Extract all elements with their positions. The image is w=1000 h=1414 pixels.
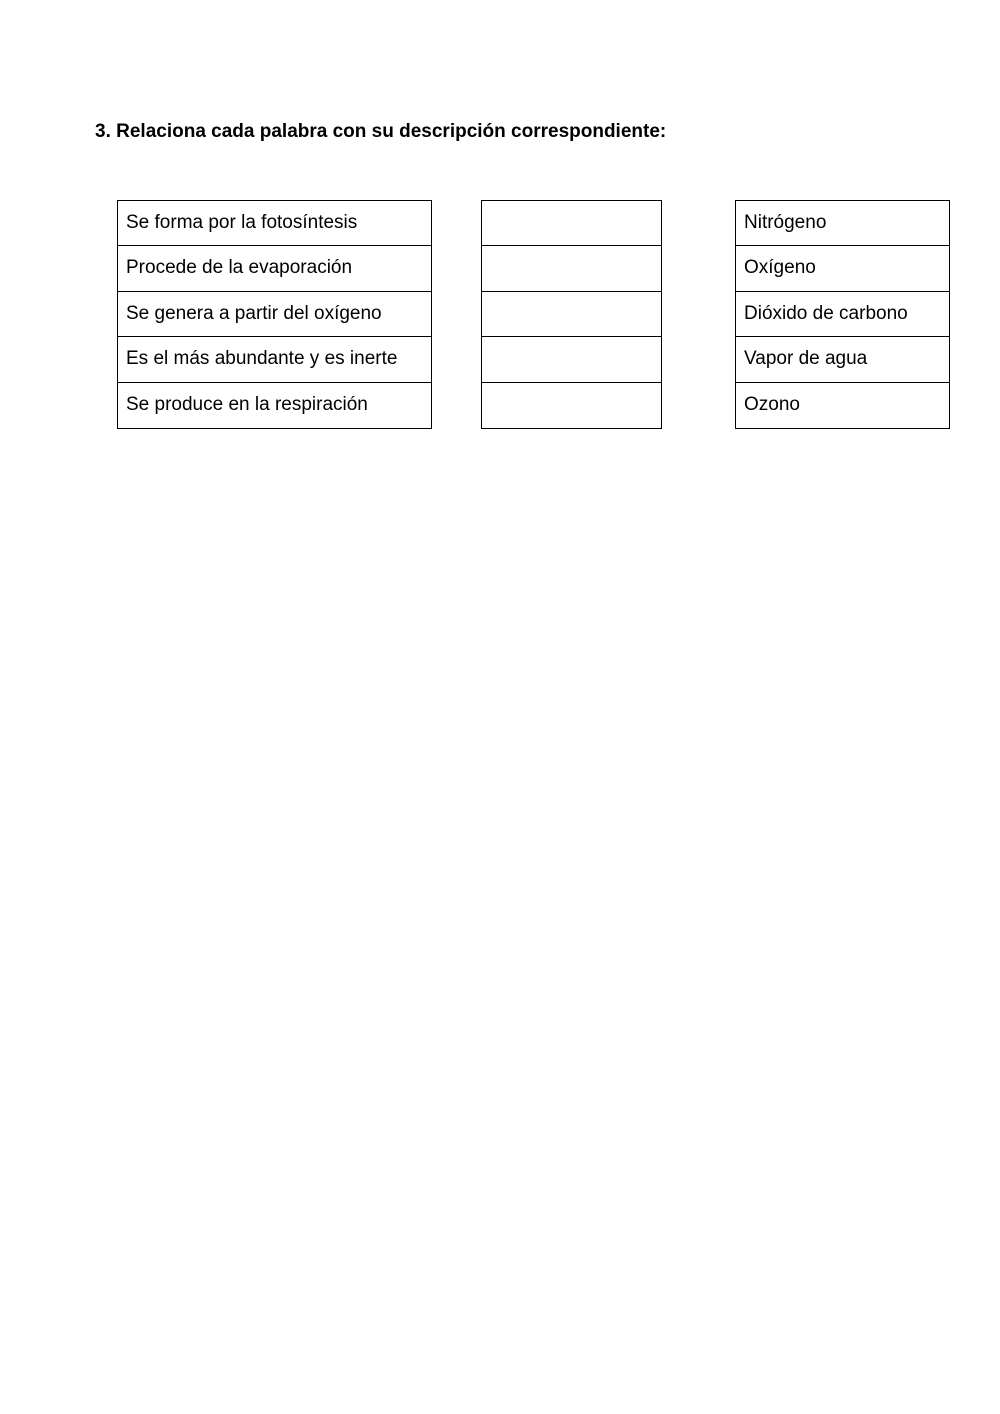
terms-column: [735, 200, 950, 429]
answer-drop-box[interactable]: [482, 201, 661, 246]
answer-drop-box[interactable]: [482, 292, 661, 337]
term-cell: Ozono: [744, 393, 800, 415]
descriptions-column: [117, 200, 432, 429]
exercise-title: 3. Relaciona cada palabra con su descripción correspondiente:: [95, 121, 667, 142]
term-cell: Nitrógeno: [736, 201, 949, 246]
description-cell: Se genera a partir del oxígeno: [118, 292, 431, 337]
description-cell: Se produce en la respiración: [126, 393, 368, 415]
description-cell: Procede de la evaporación: [118, 246, 431, 291]
description-cell: Es el más abundante y es inerte: [118, 337, 431, 382]
answers-column: [481, 200, 662, 429]
answer-drop-box[interactable]: [482, 337, 661, 382]
term-cell: Oxígeno: [736, 246, 949, 291]
term-cell: Dióxido de carbono: [736, 292, 949, 337]
answer-drop-box[interactable]: [482, 383, 661, 428]
description-cell: Se forma por la fotosíntesis: [118, 201, 431, 246]
term-cell: Vapor de agua: [736, 337, 949, 382]
answer-drop-box[interactable]: [482, 246, 661, 291]
